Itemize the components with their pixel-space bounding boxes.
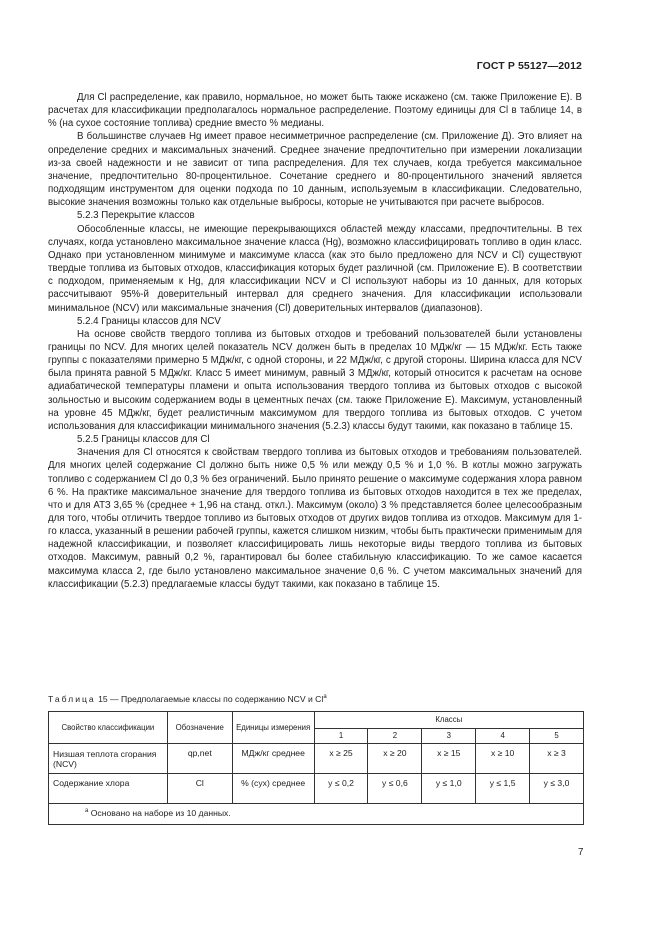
row-value: x ≥ 3 [530, 744, 584, 774]
row-value: y ≤ 0,6 [368, 774, 422, 804]
table-footnote [49, 804, 584, 825]
header-symbol: Обозначение [167, 712, 232, 744]
row-value: y ≤ 0,2 [314, 774, 368, 804]
row-units: % (сух) среднее [232, 774, 314, 804]
row-value: x ≥ 10 [476, 744, 530, 774]
header-property: Свойство классификации [49, 712, 168, 744]
footnote-mark: а [85, 808, 89, 815]
table-caption-footnote-mark: а [323, 694, 327, 701]
body-text [48, 91, 582, 591]
header-class-number: 5 [530, 729, 584, 744]
paragraph: Значения для Cl относятся к свойствам твердого топлива из бытовых отходов и требованиям пользователей. Для многих целей содержание Cl должно быть ниже 0,5 % или между 0,5 % и 1,0 %. В котлы можно загружать топливо с содержанием Cl до 0,3 % без ограничений. Было принято решение о максимуме содержания хлора равном 6 %. На практике максимальное значение для твердого топлива из бытовых отходов находится в тех же пределах, что и для АТЗ 3,65 % (среднее + 1,96 на станд. откл.). Максимум (около) 3 % представляется более целесообразным для того, чтобы отличить твердое топливо из бытовых отходов от других видов топлива из отходов. Максимум для 1-го класса, указанный в решении рабочей группы, кажется слишком низким, чтобы быть практически применимым для надежной классификации, и позволяет классифицировать лишь некоторые виды твердого топлива из бытовых отходов. Максимум, равный 0,2 %, гарантировал бы более стабильную классификацию. То же самое касается максимума класса 2, где было установлено максимальное значение 0,6 %. С учетом максимальных значений для классификации (5.2.3) предлагаемые классы будут такими, как показано в таблице 15. [48, 447, 582, 590]
row-symbol: Cl [167, 774, 232, 804]
table-footnote-row [49, 804, 584, 825]
row-value: y ≤ 1,5 [476, 774, 530, 804]
table-caption-label: Таблица [48, 694, 96, 704]
section-heading: 5.2.3 Перекрытие классов [77, 210, 195, 222]
table-row [49, 744, 584, 774]
document-header: ГОСТ Р 55127—2012 [476, 60, 582, 72]
row-value: y ≤ 1,0 [422, 774, 476, 804]
row-units: МДж/кг среднее [232, 744, 314, 774]
header-classes: Классы [314, 712, 583, 729]
row-value: y ≤ 3,0 [530, 774, 584, 804]
header-class-number: 3 [422, 729, 476, 744]
row-value: x ≥ 15 [422, 744, 476, 774]
page-number: 7 [578, 847, 584, 858]
row-value: x ≥ 20 [368, 744, 422, 774]
row-symbol: qp,net [167, 744, 232, 774]
table-caption-text: 15 — Предполагаемые классы по содержанию NCV и Cl [95, 694, 324, 704]
row-value: x ≥ 25 [314, 744, 368, 774]
header-class-number: 4 [476, 729, 530, 744]
header-class-number: 1 [314, 729, 368, 744]
paragraph: На основе свойств твердого топлива из бытовых отходов и требований пользователей были установлены границы по NCV. Для многих целей показатель NCV должен быть в пределах 10 МДж/кг — 15 МДж/кг. Есть также группы с показателями примерно 5 МДж/кг, с одной стороны, и 22 МДж/кг, с другой стороны. Ширина класса для NCV была принята равной 5 МДж/кг. Класс 5 имеет минимум, равный 3 МДж/кг, который относится к расчетам на основе адиабатической температуры пламени и опыта использования твердого топлива из бытовых отходов с высокой зольностью и высоким содержанием воды в цементных печах (см. также Приложение Е). Максимум, установленный на уровне 45 МДж/кг, будет реалистичным максимумом для твердого топлива из бытовых отходов. С учетом использования для классификации минимального значения (5.2.3) классы будут такими, как показано в таблице 15. [48, 328, 582, 432]
row-property: Низшая теплота сгорания (NCV) [49, 744, 168, 774]
paragraph: Для Cl распределение, как правило, нормальное, но может быть также искажено (см. также Приложение Е). В расчетах для классификации предполагалось нормальное распределение. Поэтому единицы для Cl в таблице 14, в % (на сухое состояние топлива) средние вместо % медианы. [48, 92, 582, 130]
section-heading: 5.2.5 Границы классов для Cl [77, 434, 210, 446]
footnote-text: Основано на наборе из 10 данных. [88, 808, 231, 818]
classes-table [48, 711, 584, 825]
section-heading: 5.2.4 Границы классов для NCV [77, 315, 221, 327]
paragraph: В большинстве случаев Hg имеет правое несимметричное распределение (см. Приложение Д). Это влияет на определение средних и максимальных значений. Среднее значение предпочтительно при измерении локализации из-за своей надежности и не зависит от типа распределения. Для тех случаев, когда требуется максимальное значение, предпочтительно 80-процентильное. Сочетание среднего и 80-процентильного значений является подходящим инструментом для оценки подхода по 10 данным, используемым в классификации. Следовательно, высокие значения возможны только как отдельные выбросы, которые не учитываются при расчете выбросов. [48, 131, 582, 209]
table-caption [48, 694, 327, 704]
paragraph: Обособленные классы, не имеющие перекрывающихся областей между классами, предпочтительны. В тех случаях, когда установлено максимальное значение класса (Hg), возможно классифицировать топливо в один класс. Однако при установленном минимуме и максимуме класса (как это было предложено для NCV и Cl) существуют твердые топлива из бытовых отходов, классификация которых будет различной (см. Приложение Е). В соответствии с подходом, применяемым к Hg, для классификации NCV и Cl используют наборы из 10 данных, для которых рассчитывают 95%-й доверительный интервал для среднего значения. Для классификации использовали минимальное (NCV) или максимальные значения (Cl) доверительных интервалов (диапазонов). [48, 223, 582, 314]
row-property: Содержание хлора [49, 774, 168, 804]
header-class-number: 2 [368, 729, 422, 744]
header-units: Единицы измерения [232, 712, 314, 744]
table-row [49, 774, 584, 804]
